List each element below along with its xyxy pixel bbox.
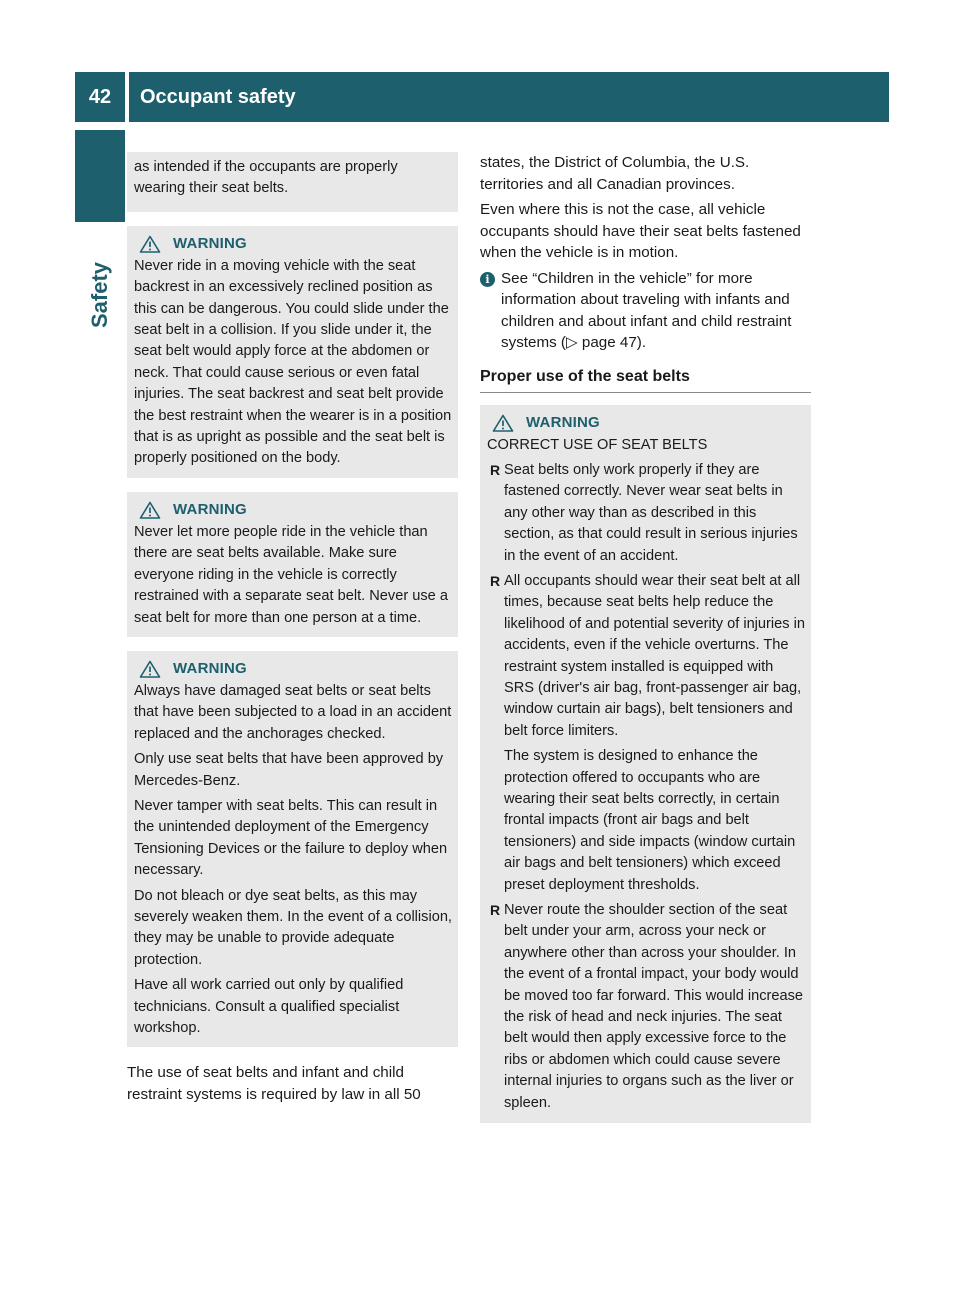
warning-paragraph: Do not bleach or dye seat belts, as this may severely weaken them. In the event of a collision, they may be unable to provide adequate protection.	[134, 887, 452, 968]
warning-intro: CORRECT USE OF SEAT BELTS	[487, 436, 708, 453]
warning-header	[134, 660, 452, 678]
warning-triangle-icon	[139, 660, 161, 678]
page-title: Occupant safety	[140, 86, 296, 108]
page-number: 42	[88, 85, 112, 108]
info-note-text: See “Children in the vehicle” for more information about traveling with infants and children and about infant and child restraint systems (▷ page 47).	[501, 269, 792, 351]
list-item-body	[504, 460, 805, 567]
warning-header	[134, 235, 452, 253]
list-item-text: The system is designed to enhance the protection offered to occupants who are wearing their seat belts correctly, in certain frontal impacts (front air bags and belt tensioners) and side impacts (window curtain air bags and belt tensioners) which exceed preset deployment thresholds.	[504, 748, 796, 893]
list-item-text: Never route the shoulder section of the seat belt under your arm, across your neck or anywhere other than across your shoulder. In the event of a frontal impact, your body would be moved too far forward. This would increase the risk of head and neck injuries. The seat belt would then apply excessive force to the ribs or abdomen which could cause severe internal injuries to organs such as the liver or spleen.	[504, 902, 804, 1111]
continued-note-box	[127, 152, 458, 212]
warning-label: WARNING	[526, 414, 600, 431]
warning-paragraph: Only use seat belts that have been approved by Mercedes-Benz.	[134, 751, 444, 789]
section-tab	[75, 230, 125, 360]
warning-triangle-icon	[139, 501, 161, 519]
list-item	[487, 900, 805, 1114]
left-warnings	[127, 226, 458, 1048]
info-note	[480, 268, 811, 354]
continued-note-text: as intended if the occupants are properly wearing their seat belts.	[134, 159, 398, 197]
warning-header	[134, 501, 452, 519]
warning-label: WARNING	[173, 235, 247, 253]
side-color-block	[75, 130, 125, 222]
body-paragraph: states, the District of Columbia, the U.S. territories and all Canadian provinces.	[480, 154, 750, 193]
section-heading: Proper use of the seat belts	[480, 365, 811, 393]
warning-box	[127, 651, 458, 1048]
warning-paragraph: Never let more people ride in the vehicle than there are seat belts available. Make sure everyone riding in the vehicle is correctly restrained with a separate seat belt. Never use a seat belt for more than one person at a time.	[134, 523, 448, 626]
list-item	[487, 571, 805, 896]
warning-header	[487, 414, 805, 432]
bullet-r-icon: R	[490, 572, 501, 589]
warning-paragraph: Never ride in a moving vehicle with the seat backrest in an excessively reclined position as this can be dangerous. You could slide under the seat belt in a collision. If you slide under it, the seat belt would apply force at the abdomen or neck. That could cause serious or even fatal injuries. The seat backrest and seat belt provide the best restraint when the wearer is in a position that is as upright as possible and the seat belt is properly positioned on the body.	[134, 257, 452, 467]
left-column	[127, 152, 458, 1105]
warning-box	[480, 405, 811, 1124]
body-text	[127, 1062, 458, 1105]
body-paragraph: The use of seat belts and infant and child restraint systems is required by law in all 50	[127, 1064, 421, 1103]
warning-triangle-icon	[139, 235, 161, 253]
section-tab-label: Safety	[87, 261, 112, 329]
warning-paragraph: Never tamper with seat belts. This can result in the unintended deployment of the Emergency Tensioning Devices or the failure to deploy when necessary.	[134, 797, 448, 879]
info-circle-icon: i	[480, 272, 495, 287]
header-divider	[125, 72, 129, 122]
warning-label: WARNING	[173, 501, 247, 519]
body-paragraph: Even where this is not the case, all vehicle occupants should have their seat belts fastened when the vehicle is in motion.	[480, 201, 801, 261]
warning-label: WARNING	[173, 660, 247, 678]
warning-triangle-icon	[492, 414, 514, 432]
list-item	[487, 460, 805, 567]
list-item-body	[504, 900, 805, 1114]
page-header	[75, 72, 889, 122]
list-item-body	[504, 571, 805, 896]
warning-box	[127, 492, 458, 637]
warning-paragraph: Have all work carried out only by qualified technicians. Consult a qualified specialist workshop.	[134, 977, 404, 1036]
warning-box	[127, 226, 458, 478]
list-item-text: Seat belts only work properly if they are fastened correctly. Never wear seat belts in any other way than as described in this section, as that could result in serious injuries in the event of an accident.	[504, 461, 798, 564]
list-item-text: All occupants should wear their seat belt at all times, because seat belts help reduce the likelihood of and potential severity of injuries in accidents, even if the vehicle overturns. The restraint system installed is equipped with SRS (driver's air bag, front-passenger air bag, window curtain air bags), belt tensioners and belt force limiters.	[504, 572, 805, 739]
bullet-r-icon: R	[490, 902, 501, 919]
right-column	[480, 152, 811, 1123]
bullet-r-icon: R	[490, 461, 501, 478]
warning-paragraph: Always have damaged seat belts or seat belts that have been subjected to a load in an accident replaced and the anchorages checked.	[134, 682, 452, 742]
warning-bullets	[487, 460, 805, 1114]
right-body-text	[480, 152, 811, 264]
